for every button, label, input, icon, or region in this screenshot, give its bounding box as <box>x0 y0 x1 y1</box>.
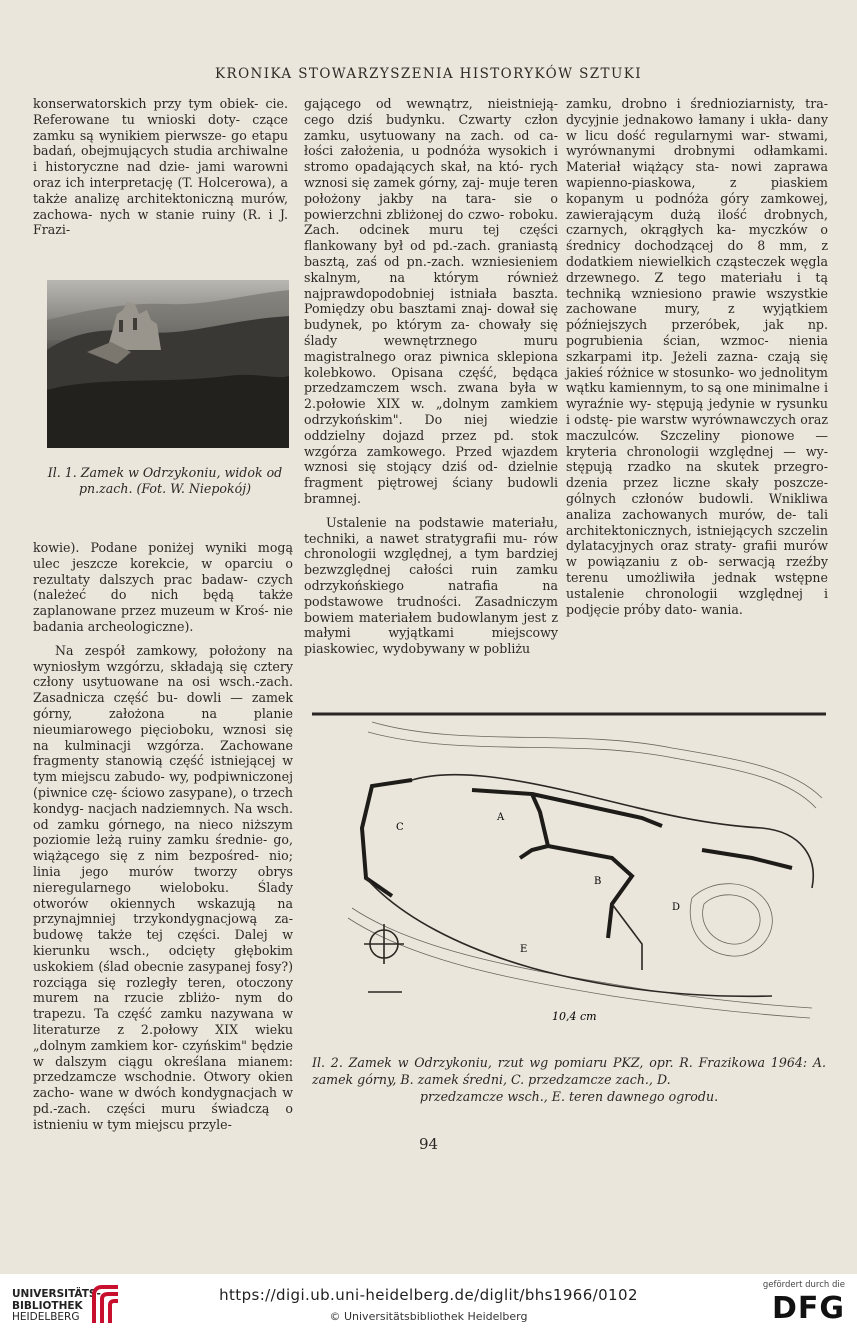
paragraph <box>33 643 293 1133</box>
text-line: względnej i podjęcie próby dato- <box>566 585 828 617</box>
text-line: Ustalenie na podstawie materiału, <box>326 514 558 530</box>
text-line: nienia szkarpami itp. Jeżeli zazna- <box>566 332 828 364</box>
plan-label-a: A <box>497 812 505 823</box>
text-line: gającego od wewnątrz, nieistnieją- <box>304 96 558 111</box>
text-line: planie nieumiarowego pięcioboku, <box>33 705 293 737</box>
library-name-line-3: HEIDELBERG <box>12 1311 80 1323</box>
text-line: zamku górnego, na nieco niższym <box>57 816 293 832</box>
text-line: zamku odrzykońskiego natrafia na <box>304 562 558 593</box>
text-line: poziomie leżą ruiny zamku średnie- <box>33 832 268 848</box>
castle-photo-illustration <box>47 280 289 448</box>
text-line: grafii murów w powiązaniu z ob- <box>566 538 828 570</box>
text-line: baszta. Pomiędzy obu basztami znaj- <box>304 285 558 317</box>
text-line: otoczony murem na rzucie zbliżo- <box>33 974 293 1006</box>
text-line: czają się jakieś różnice w stosunko- <box>566 348 828 380</box>
plan-label-e: E <box>520 944 528 955</box>
text-line: cego dziś budynku. Czwarty człon <box>304 111 558 127</box>
text-line: z wyjątkiem późniejszych przeróbek, <box>566 301 828 333</box>
text-line: wy, podpiwniczonej (piwnice czę- <box>33 769 293 800</box>
text-line: rych wznosi się zamek górny, zaj- <box>304 159 559 190</box>
footer-bar <box>0 1274 857 1334</box>
text-line: tali architektonicznych, istniejących <box>566 506 828 538</box>
text-line: nie badania archeologiczne). <box>33 603 293 634</box>
text-line: stok wzgórza zamkowego. Przed <box>304 427 558 459</box>
text-line: pie warstw wyrównawczych oraz <box>617 411 828 427</box>
text-line: dowli — zamek górny, założona na <box>33 690 294 721</box>
text-line: dował się budynek, po którym za- <box>304 301 558 333</box>
text-line: gólnych członów budowli. Wnikliwa <box>566 490 828 506</box>
text-line: (T. Holcerowa), a także analizę <box>33 174 288 206</box>
figure-2-plan <box>312 708 826 1026</box>
text-line: graniastą basztą, zaś od pn.-zach. <box>304 238 558 269</box>
text-line: chowały się ślady wewnętrznego <box>304 317 559 348</box>
text-line: była w 2.połowie XIX w. „dolnym <box>304 380 558 412</box>
text-line: nym do trapezu. Ta część zamku <box>33 990 293 1022</box>
text-line: myczków o średnicy dochodzącej do <box>566 222 828 254</box>
figure-1-caption: Il. 1. Zamek w Odrzykoniu, widok od pn.zach. (Fot. W. Niepokój) <box>47 465 283 496</box>
paragraph <box>33 540 293 635</box>
copyright-notice: © Universitätsbibliothek Heidelberg <box>329 1310 528 1323</box>
text-line: bowiem materiałem budowlanym <box>304 609 519 625</box>
text-line: drobnych, czarnych, okrągłych ka- <box>566 206 828 238</box>
text-line: go etapu badań, obejmujących studia <box>33 127 289 159</box>
text-line: techniki, a nawet stratygrafii mu- <box>304 530 528 546</box>
castle-walls <box>362 780 792 938</box>
text-line: ulec jeszcze korekcie, w oparciu <box>33 555 273 571</box>
library-name-line-2: BIBLIOTHEK <box>12 1299 83 1312</box>
text-line: cie. Referowane tu wnioski doty- <box>33 96 288 127</box>
text-line: nowi zaprawa wapienno-piaskowa, <box>566 159 828 190</box>
text-line: czące zamku są wynikiem pierwsze- <box>33 111 288 143</box>
text-line: wo jednolitym wątku kamiennym, to <box>566 364 828 396</box>
text-line: Zachowane fragmenty stanowią część <box>33 737 293 769</box>
text-line: dzielnie fragment piętrowej ściany <box>304 459 558 491</box>
text-line: kryteria chronologii względnej — wy- <box>566 443 828 459</box>
page-number: 94 <box>418 1135 439 1153</box>
column-1-top <box>33 96 288 238</box>
plan-scale-note: 10,4 cm <box>552 1010 597 1023</box>
text-line: sklepiona kolebkowo. Opisana część, <box>304 348 558 380</box>
text-line: go, wiążącego się z nim bezpośred- <box>33 832 293 864</box>
text-line: są one minimalne i wyraźnie wy- <box>566 380 829 412</box>
text-line: roboku. Zach. odcinek muru tej <box>304 206 558 238</box>
text-line: zamku, drobno i średnioziarnisty, tra- <box>566 96 828 111</box>
text-line: stwami, wyrównanymi drobnymi <box>566 127 828 159</box>
text-line: zamkowej, zawierającym dużą ilość <box>566 190 828 222</box>
text-line: jednak wstępne ustalenie chronologii <box>566 569 828 601</box>
figure-2-caption <box>312 1054 826 1105</box>
text-line: wjazdem wznosi się stojący dziś od- <box>304 443 558 475</box>
text-line: jest z małymi wyjątkami miejscowy <box>304 609 558 641</box>
paragraph <box>566 96 828 617</box>
text-line: otworów okiennych wskazują na <box>33 895 293 911</box>
terrain-hatching <box>348 722 822 1018</box>
plan-label-d: D <box>672 902 681 913</box>
text-line: nieregularnego wieloboku. Ślady <box>33 879 293 895</box>
paragraph <box>304 515 558 657</box>
text-line: zaplanowane przez muzeum w Kroś- <box>33 603 269 619</box>
text-line: części flankowany był od pd.-zach. <box>304 222 558 254</box>
text-line: istniejącej w tym miejscu zabudo- <box>33 753 293 785</box>
text-line: fosy?) rozciąga się rozległy teren, <box>33 958 293 990</box>
text-line: wznosi się na kulminacji wzgórza. <box>33 721 293 753</box>
text-line: będąca przedzamczem wsch. zwana <box>304 364 558 396</box>
text-line: wsch.-zach. Zasadnicza część bu- <box>33 674 293 706</box>
text-line: Na zespół zamkowy, położony na <box>55 642 293 658</box>
text-line: wzniesieniem skalnym, na którym <box>304 253 558 285</box>
text-line: dycyjnie jednakowo łamany i ukła- <box>566 111 792 127</box>
text-line: o rezultaty dalszych prac badaw- <box>33 555 293 587</box>
text-line: z piaskiem kopanym u podnóża góry <box>566 174 828 206</box>
running-head: KRONIKA STOWARZYSZENIA HISTORYKÓW SZTUKI <box>215 66 642 82</box>
text-line: przynajmniej trzykondygnacjową za- <box>33 911 293 927</box>
plan-label-b: B <box>594 876 602 887</box>
text-line: analiza zachowanych murów, de- <box>566 506 797 522</box>
text-line: dany w licu dość regularnymi war- <box>566 111 828 143</box>
text-line: w pd.-zach. części muru świadczą <box>33 1085 293 1116</box>
text-line: muje teren położony jakby na tara- <box>304 174 559 206</box>
text-line: XIX wieku „dolnym zamkiem kor- <box>33 1021 293 1053</box>
text-line: materiału i tą techniką wzniesiono <box>566 269 828 301</box>
text-line: ściowo zasypane), o trzech kondyg- <box>33 784 293 816</box>
castle-plan-drawing <box>312 708 826 1026</box>
figure-1-photo <box>47 280 289 448</box>
plan-label-c: C <box>396 822 404 833</box>
text-line: dzenia przez liczne skały poszcze- <box>566 475 828 491</box>
text-line: budowę także tej części. Dalej w <box>33 927 293 943</box>
text-line: rów chronologii względnej, a tym <box>304 530 558 562</box>
text-line: nych w stanie ruiny (R. i J. Frazi- <box>33 206 288 238</box>
text-line: muru magistralnego oraz piwnica <box>304 332 558 364</box>
text-line: wyniosłym wzgórzu, składają się <box>33 658 248 674</box>
text-line: serwacją rzeźby terenu umożliwiła <box>566 554 828 585</box>
text-line: cztery człony usytuowane na osi <box>33 658 293 690</box>
text-line: stępują rzadko na skutek przegro- <box>566 459 828 475</box>
text-line: archiwalne i historyczne nad dzie- <box>33 143 288 175</box>
text-line: łości założenia, u podnóża wysokich <box>304 143 547 159</box>
text-line: 8 mm, z dodatkiem niewielkich <box>566 238 828 269</box>
text-line: wania. <box>700 601 743 617</box>
text-line: bardziej bezwzględnej całości ruin <box>304 546 558 578</box>
text-line: jak np. pogrubienia ścian, wzmoc- <box>566 317 828 348</box>
text-line: maczulców. Szczeliny pionowe — <box>566 427 828 443</box>
column-1-bottom <box>33 540 293 1132</box>
text-line: i stromo opadających skał, na któ- <box>304 143 558 175</box>
text-line: uskokiem (ślad obecnie zasypanej <box>33 958 251 974</box>
text-line: czyńskim" będzie w dalszym ciągu <box>33 1037 294 1069</box>
paragraph <box>304 96 558 507</box>
paragraph <box>33 96 288 238</box>
text-line: cząsteczek węgla drzewnego. Z tego <box>566 253 828 285</box>
text-line: architektoniczną murów, zachowa- <box>33 190 288 222</box>
text-line: piaskowiec, wydobywany w pobliżu <box>304 641 531 657</box>
figure-2-caption-line-2: przedzamcze wsch., E. teren dawnego ogrodu. <box>419 1089 719 1104</box>
text-line: nacjach nadziemnych. Na wsch. od <box>33 800 293 832</box>
text-line: wschodnie. Otwory okien zacho- <box>33 1069 293 1101</box>
text-line: stępują jedynie w rysunku i odstę- <box>566 396 828 427</box>
text-line: określana mianem: przedzamcze <box>33 1053 293 1085</box>
text-line: jami warowni oraz ich interpretację <box>33 159 288 190</box>
column-2 <box>304 96 558 657</box>
text-line: konserwatorskich przy tym obiek- <box>33 96 259 111</box>
text-line: kowie). Podane poniżej wyniki mogą <box>33 540 293 555</box>
figure-2-caption-line-1: Il. 2. Zamek w Odrzykoniu, rzut wg pomiaru PKZ, opr. R. Frazikowa 1964: A. zamek górny, B. zamek średni, C. przedzamcze zach., D. <box>312 1055 826 1087</box>
text-line: odłamkami. Materiał wiążący sta- <box>566 143 828 175</box>
text-line: zamkiem odrzykońskim". Do niej <box>304 396 558 427</box>
text-line: wiedzie oddzielny dojazd przez pd. <box>304 411 558 443</box>
text-line: kierunku wsch., odcięty głębokim <box>33 942 293 958</box>
text-line: prawie wszystkie zachowane mury, <box>566 285 829 317</box>
text-line: podstawowe trudności. Zasadniczym <box>304 593 558 609</box>
text-line: wane w dwóch kondygnacjach <box>79 1085 277 1101</box>
funding-note: gefördert durch die <box>762 1280 845 1290</box>
dfg-logo: DFG <box>771 1291 845 1326</box>
text-line: czych (należeć do nich będą także <box>33 571 293 603</box>
text-line: nazywana w literaturze z 2.połowy <box>33 1006 293 1037</box>
library-name-line-1: UNIVERSITÄTS- <box>12 1288 101 1300</box>
text-line: o istnieniu w tym miejscu przyle- <box>33 1100 293 1132</box>
text-line: również najprawdopodobniej istniała <box>304 269 558 301</box>
text-line: budowli bramnej. <box>304 475 558 506</box>
text-line: szczelin dylatacyjnych oraz straty- <box>566 522 828 554</box>
text-line: zamku, usytuowany na zach. od ca- <box>304 127 558 143</box>
column-3 <box>566 96 828 617</box>
text-line: sie o powierzchni zbliżonej do czwo- <box>304 190 558 222</box>
page-url[interactable]: https://digi.ub.uni-heidelberg.de/diglit/bhs1966/0102 <box>219 1286 638 1304</box>
text-line: nio; linia jego murów tworzy obrys <box>33 848 294 879</box>
